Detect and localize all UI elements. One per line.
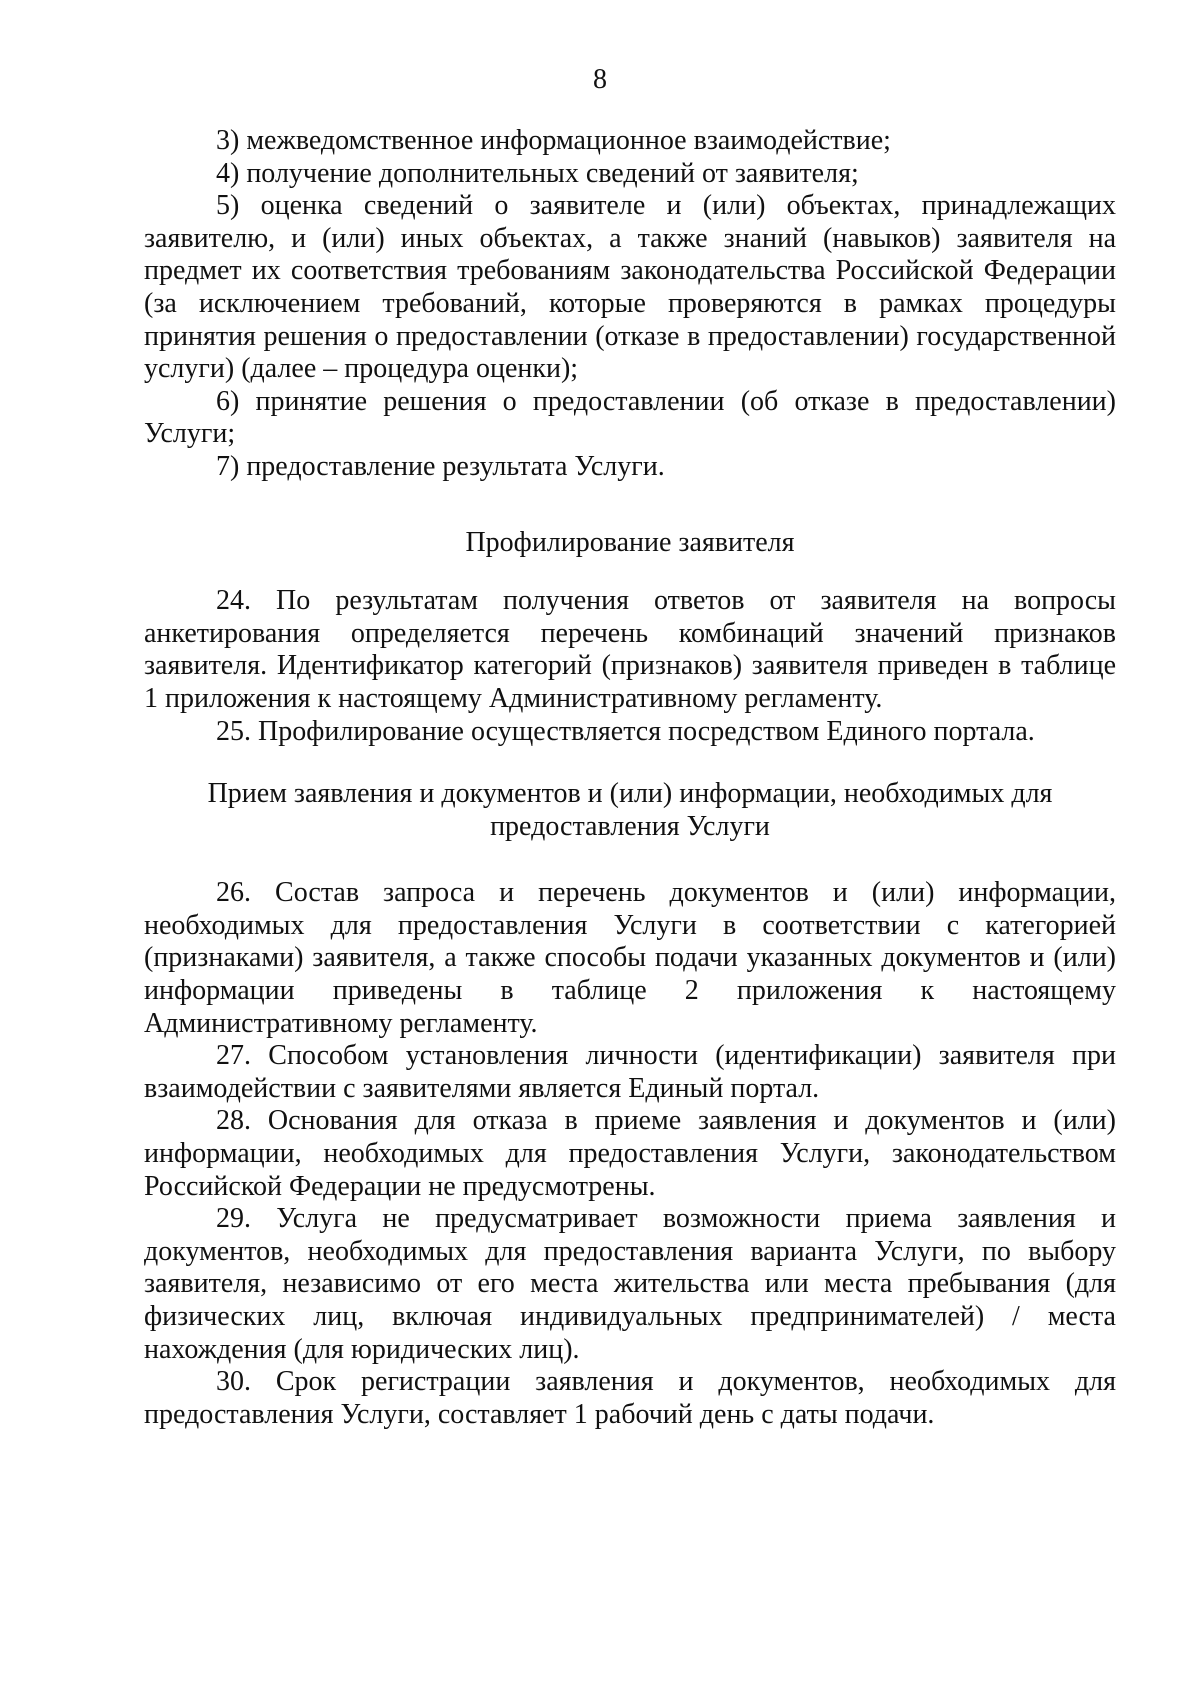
section-heading-application-intake [144, 778, 1116, 843]
paragraph-26: 26. Состав запроса и перечень документов и (или) информации, необходимых для предоставления Услуги в соответствии с категорией (признаками) заявителя, а также способы подачи указанных документов и (или) информации приведены в таблице 2 приложения к настоящему Административному регламенту. [144, 877, 1116, 1039]
paragraph-27: 27. Способом установления личности (идентификации) заявителя при взаимодействии с заявителями является Единый портал. [144, 1040, 1116, 1104]
page-number: 8 [593, 64, 607, 95]
section-heading-profiling: Профилирование заявителя [465, 526, 795, 558]
list-item-7: 7) предоставление результата Услуги. [216, 450, 665, 482]
list-item-5: 5) оценка сведений о заявителе и (или) объектах, принадлежащих заявителю, и (или) иных объектах, а также знаний (навыков) заявителя на предмет их соответствия требованиям законодательства Российской Федерации (за исключением требований, которые проверяются в рамках процедуры принятия решения о предоставлении (отказе в предоставлении) государственной услуги) (далее – процедура оценки); [144, 190, 1116, 385]
list-item-3: 3) межведомственное информационное взаимодействие; [216, 125, 891, 156]
paragraph-25: 25. Профилирование осуществляется посредством Единого портала. [216, 715, 1035, 747]
paragraph-28: 28. Основания для отказа в приеме заявления и документов и (или) информации, необходимых для предоставления Услуги, законодательством Российской Федерации не предусмотрены. [144, 1105, 1116, 1202]
paragraph-24: 24. По результатам получения ответов от заявителя на вопросы анкетирования определяется перечень комбинаций значений признаков заявителя. Идентификатор категорий (признаков) заявителя приведен в таблице 1 приложения к настоящему Административному регламенту. [144, 585, 1116, 714]
paragraph-29: 29. Услуга не предусматривает возможности приема заявления и документов, необходимых для предоставления варианта Услуги, по выбору заявителя, независимо от его места жительства или места пребывания (для физических лиц, включая индивидуальных предпринимателей) / места нахождения (для юридических лиц). [144, 1203, 1116, 1365]
paragraph-30: 30. Срок регистрации заявления и документов, необходимых для предоставления Услуги, составляет 1 рабочий день с даты подачи. [144, 1366, 1116, 1430]
document-body [144, 125, 1116, 1431]
section-heading-line-1: Прием заявления и документов и (или) информации, необходимых для [207, 778, 1053, 810]
list-item-4: 4) получение дополнительных сведений от заявителя; [216, 157, 859, 189]
section-heading-line-2: предоставления Услуги [490, 810, 770, 842]
list-item-6: 6) принятие решения о предоставлении (об отказе в предоставлении) Услуги; [144, 385, 1116, 450]
